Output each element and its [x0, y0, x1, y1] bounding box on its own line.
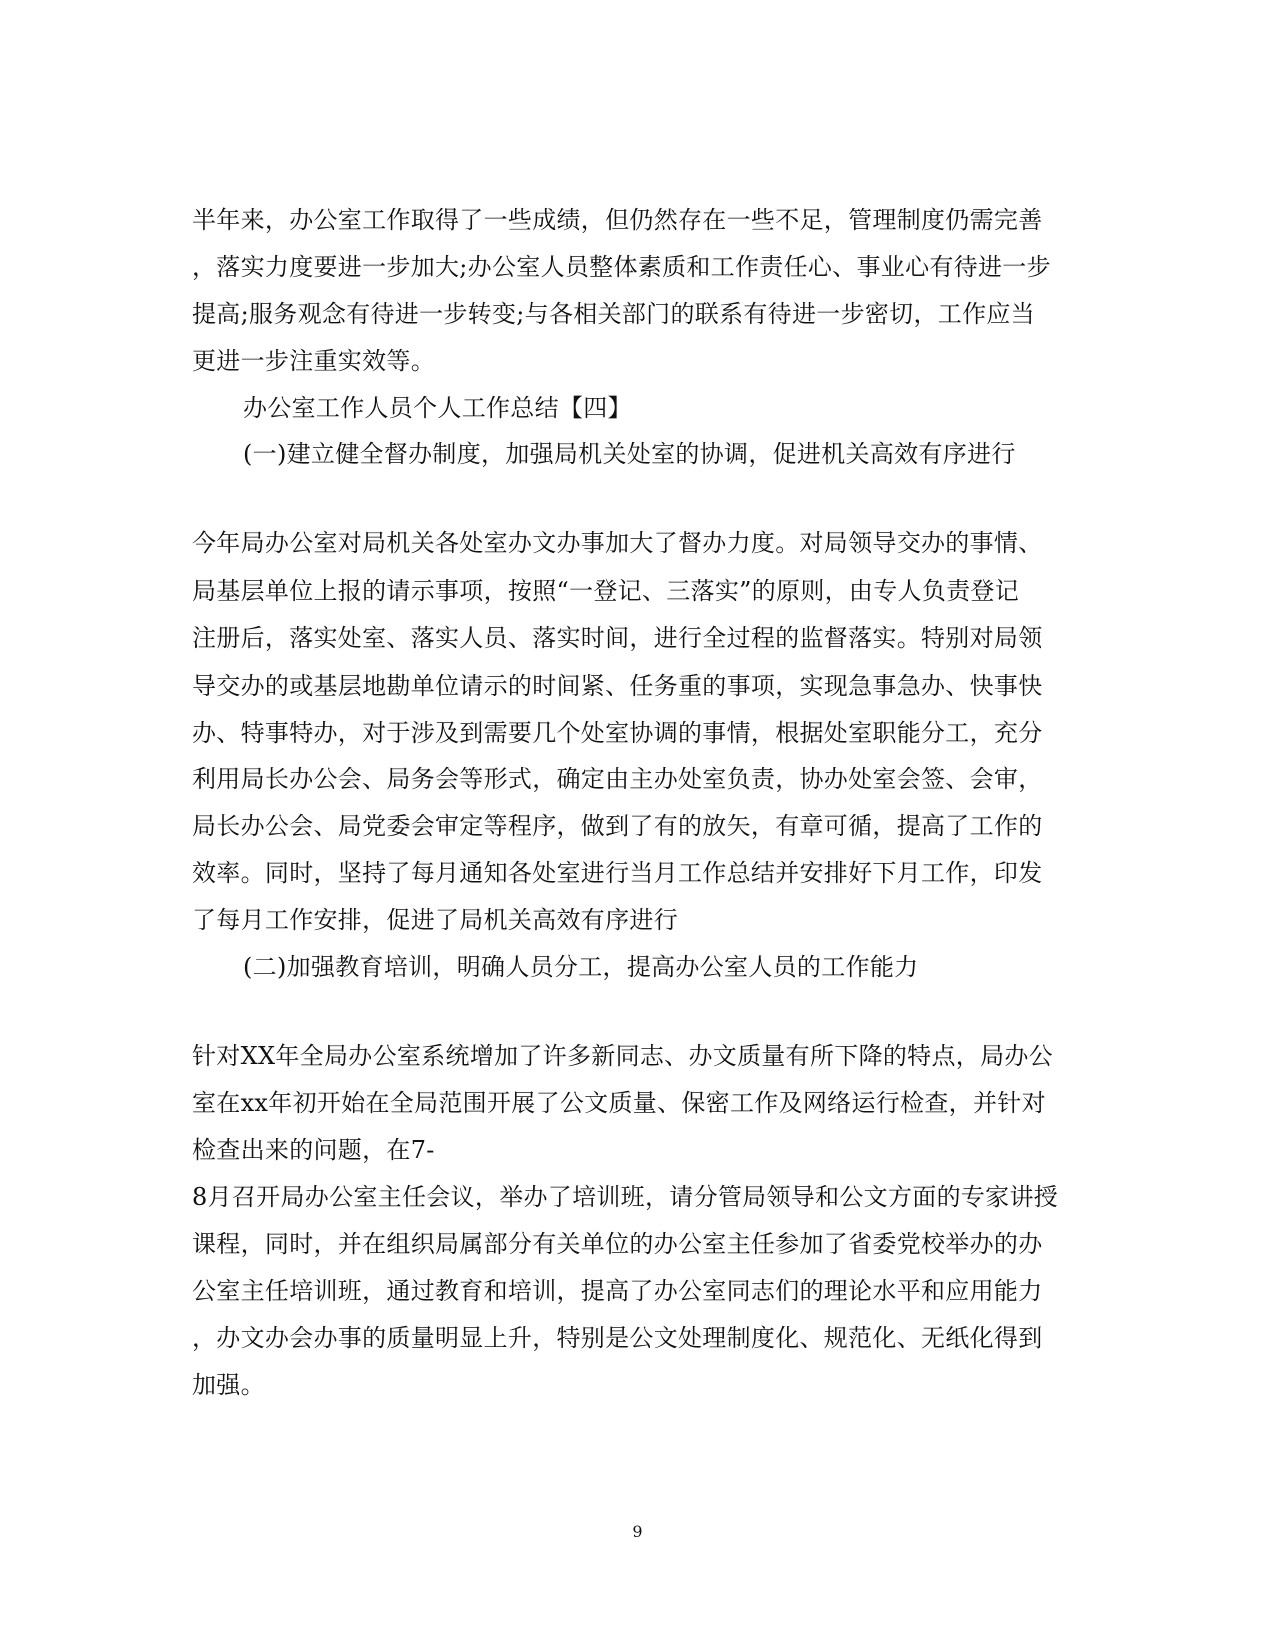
text-line: 局长办公会、局党委会审定等程序，做到了有的放矢，有章可循，提高了工作的: [192, 812, 1043, 840]
text-line: 利用局长办公会、局务会等形式，确定由主办处室负责，协办处室会签、会审，: [192, 765, 1043, 793]
text-line: 半年来，办公室工作取得了一些成绩，但仍然存在一些不足，管理制度仍需完善: [192, 206, 1043, 234]
text-line: 办、特事特办，对于涉及到需要几个处室协调的事情，根据处室职能分工，充分: [192, 719, 1043, 747]
text-line: 检查出来的问题，在7-: [192, 1136, 435, 1164]
text-line: 公室主任培训班，通过教育和培训，提高了办公室同志们的理论水平和应用能力: [192, 1277, 1043, 1305]
text-line: 今年局办公室对局机关各处室办文办事加大了督办力度。对局领导交办的事情、: [192, 529, 1043, 557]
text-line: ，落实力度要进一步加大;办公室人员整体素质和工作责任心、事业心有待进一步: [192, 253, 1051, 281]
subsection-heading: (二)加强教育培训，明确人员分工，提高办公室人员的工作能力: [243, 953, 919, 981]
subsection-heading: (一)建立健全督办制度，加强局机关处室的协调，促进机关高效有序进行: [243, 440, 1016, 468]
text-line: 效率。同时，坚持了每月通知各处室进行当月工作总结并安排好下月工作，印发: [192, 859, 1043, 887]
text-line: 8月召开局办公室主任会议，举办了培训班，请分管局领导和公文方面的专家讲授: [192, 1183, 1059, 1211]
section-heading: 办公室工作人员个人工作总结【四】: [243, 394, 632, 422]
text-line: 针对XX年全局办公室系统增加了许多新同志、办文质量有所下降的特点，局办公: [192, 1042, 1053, 1070]
text-line: 了每月工作安排，促进了局机关高效有序进行: [192, 906, 678, 934]
text-line: 课程，同时，并在组织局属部分有关单位的办公室主任参加了省委党校举办的办: [192, 1230, 1043, 1258]
text-line: 导交办的或基层地勘单位请示的时间紧、任务重的事项，实现急事急办、快事快: [192, 672, 1043, 700]
text-line: ，办文办会办事的质量明显上升，特别是公文处理制度化、规范化、无纸化得到: [192, 1324, 1043, 1352]
text-line: 提高;服务观念有待进一步转变;与各相关部门的联系有待进一步密切，工作应当: [192, 300, 1035, 328]
page-number: 9: [632, 1522, 643, 1541]
text-line: 注册后，落实处室、落实人员、落实时间，进行全过程的监督落实。特别对局领: [192, 624, 1043, 652]
text-line: 室在xx年初开始在全局范围开展了公文质量、保密工作及网络运行检查，并针对: [192, 1089, 1046, 1117]
text-line: 局基层单位上报的请示事项，按照“一登记、三落实”的原则，由专人负责登记: [192, 577, 1020, 605]
text-line: 加强。: [192, 1371, 265, 1399]
text-line: 更进一步注重实效等。: [192, 347, 435, 375]
